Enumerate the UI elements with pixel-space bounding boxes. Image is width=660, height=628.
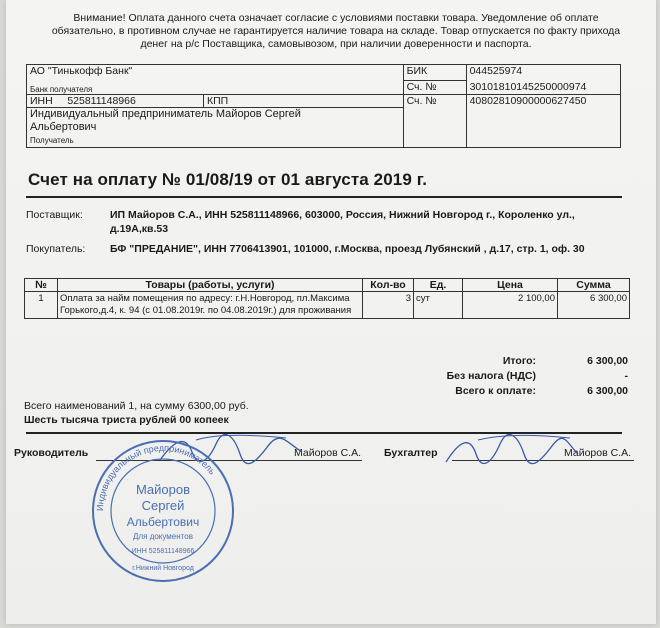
- head-name: Майоров С.А.: [294, 447, 362, 459]
- title-divider: [26, 196, 622, 198]
- pay-label: Всего к оплате:: [455, 385, 536, 397]
- buyer-value: БФ "ПРЕДАНИЕ", ИНН 7706413901, 101000, г.Москва, проезд Лубянский , д.17, стр. 1, оф. 30: [110, 243, 585, 255]
- corr-value: 30101810145250000974: [466, 81, 620, 95]
- col-name: Товары (работы, услуги): [58, 279, 363, 292]
- company-stamp: [88, 436, 238, 586]
- stamp-line4: Для документов: [133, 532, 193, 541]
- bank-label: Банк получателя: [30, 85, 93, 94]
- supplier-label: Поставщик:: [26, 209, 83, 221]
- summary-block: [24, 399, 249, 427]
- item-unit: сут: [414, 292, 463, 319]
- col-qty: Кол-во: [363, 279, 414, 292]
- summary-words: Шесть тысяча триста рублей 00 копеек: [24, 414, 229, 426]
- vat-label: Без налога (НДС): [446, 370, 536, 382]
- stamp-line1: Майоров: [135, 482, 191, 497]
- item-price: 2 100,00: [463, 292, 558, 319]
- col-unit: Ед.: [414, 279, 463, 292]
- stamp-line3: Альбертович: [126, 515, 200, 529]
- accountant-signature: [442, 432, 582, 468]
- item-qty: 3: [363, 292, 414, 319]
- corr-label: Сч. №: [403, 81, 466, 95]
- stamp-line2: Сергей: [141, 498, 185, 513]
- bik-value: 044525974: [466, 65, 620, 81]
- recipient-label: Получатель: [30, 136, 74, 145]
- notice-text: Внимание! Оплата данного счета означает согласие с условиями поставки товара. Уведомление об оплате обязательно, в противном случае не гарантируется наличие товара на складе. Товар отпускается по факту прихода денег на р/с Поставщика, самовывозом, при наличии доверенности и паспорта.: [51, 12, 621, 50]
- stamp-city: г.Нижний Новгород: [132, 565, 194, 572]
- acc-value: 40802810900000627450: [466, 95, 620, 148]
- stamp-inn: ИНН 525811148966: [131, 548, 195, 555]
- inn-value: 525811148966: [67, 95, 136, 107]
- vat-value: -: [624, 370, 628, 382]
- col-num: №: [25, 279, 58, 292]
- col-sum: Сумма: [558, 279, 630, 292]
- invoice-title: Счет на оплату № 01/08/19 от 01 августа 2019 г.: [28, 170, 428, 189]
- head-label: Руководитель: [14, 447, 89, 459]
- bik-label: БИК: [403, 65, 466, 81]
- item-name: Оплата за найм помещения по адресу: г.Н.Новгород, пл.Максима Горького,д.4, к. 94 (с 01.08.2019г. по 04.08.2019г.) для проживания: [58, 292, 363, 319]
- kpp-label: КПП: [204, 95, 404, 108]
- items-table: [24, 278, 630, 319]
- total-label: Итого:: [502, 355, 536, 367]
- invoice-page: [6, 0, 656, 624]
- item-sum: 6 300,00: [558, 292, 630, 319]
- accountant-label: Бухгалтер: [384, 447, 438, 459]
- total-value: 6 300,00: [587, 355, 628, 367]
- supplier-row: [26, 208, 626, 238]
- buyer-label: Покупатель:: [26, 243, 86, 255]
- acc-label: Сч. №: [403, 95, 466, 148]
- buyer-row: [26, 242, 626, 272]
- pay-value: 6 300,00: [587, 385, 628, 397]
- item-num: 1: [25, 292, 58, 319]
- accountant-name: Майоров С.А.: [564, 447, 632, 459]
- summary-count: Всего наименований 1, на сумму 6300,00 руб.: [24, 400, 249, 412]
- bank-name: АО "Тинькофф Банк": [30, 65, 133, 77]
- recipient-name: Индивидуальный предприниматель Майоров Сергей Альбертович: [30, 108, 301, 133]
- inn-label: ИНН: [30, 95, 53, 107]
- table-row: [25, 292, 630, 319]
- supplier-value: ИП Майоров С.А., ИНН 525811148966, 603000, Россия, Нижний Новгород г., Короленко ул., д.19А,кв.53: [110, 209, 575, 235]
- col-price: Цена: [463, 279, 558, 292]
- stamp-outer-text: Индивидуальный предприниматель: [94, 442, 218, 512]
- bank-details-table: [26, 64, 621, 148]
